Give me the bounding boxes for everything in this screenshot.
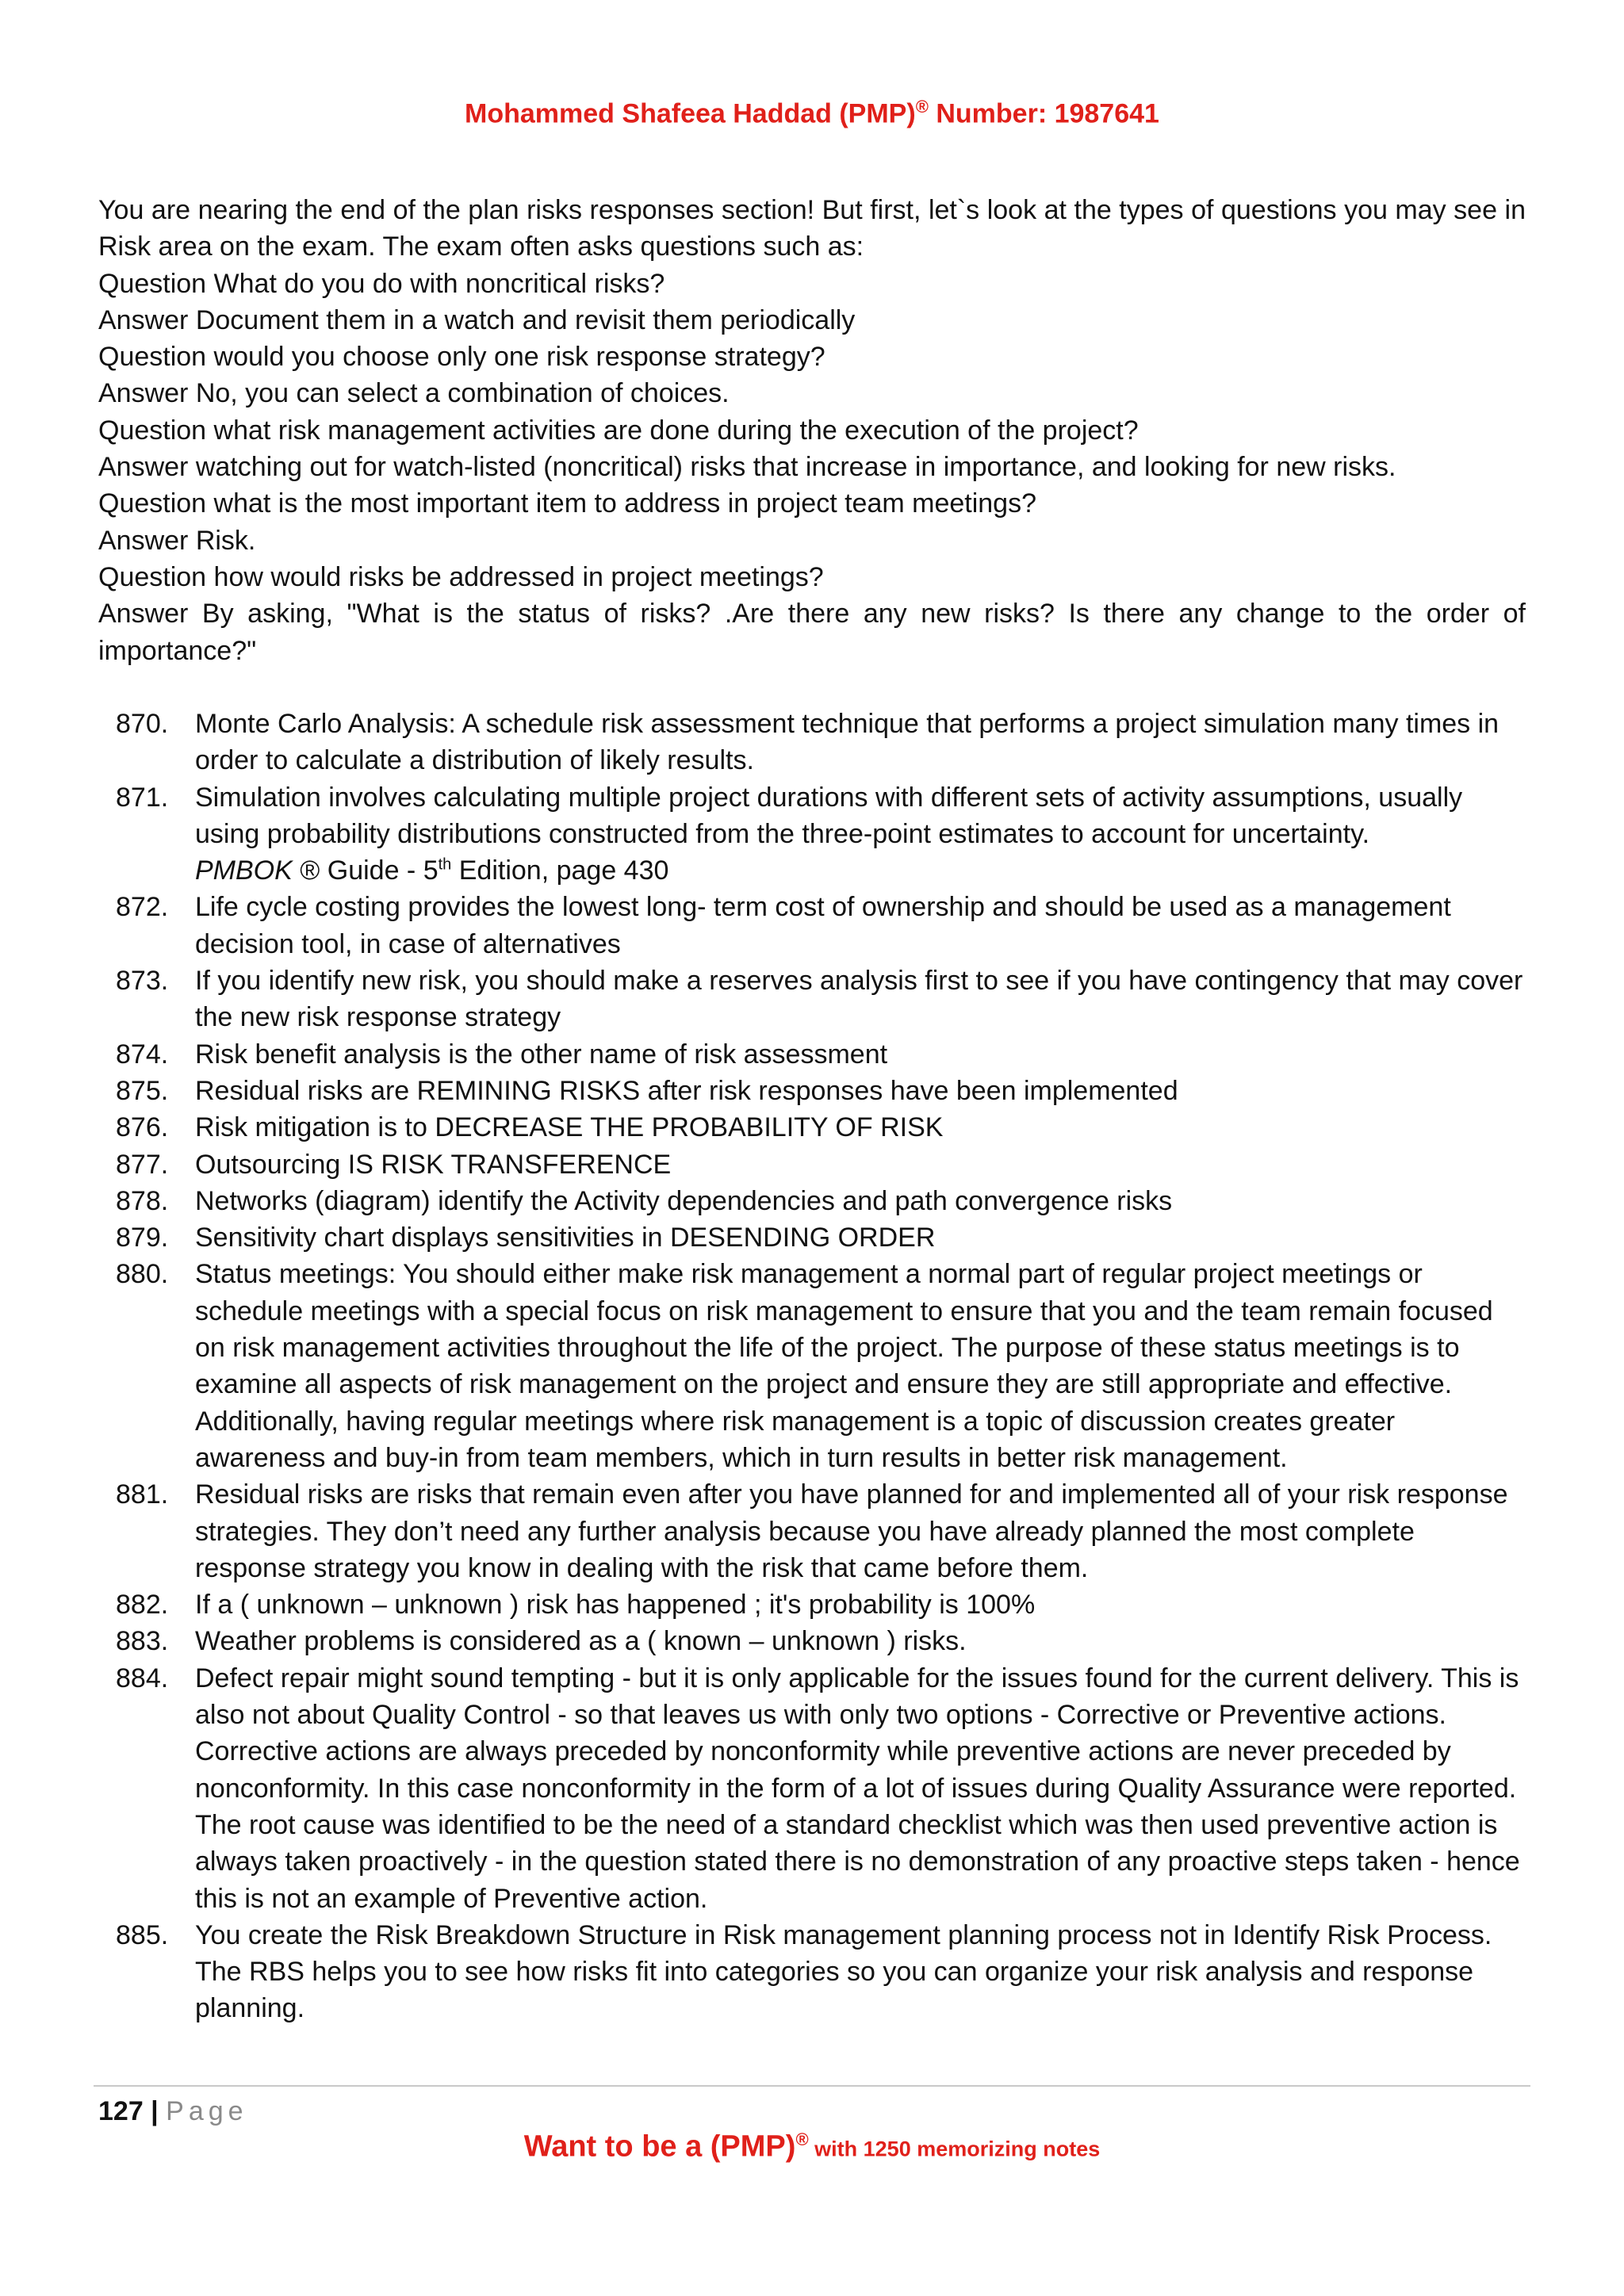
note-text: Residual risks are risks that remain even after you have planned for and implemented all of your risk response strategies. They don’t need any further analysis because you have already planned the most complete response strategy you know in dealing with the risk that came before them.	[195, 1479, 1508, 1583]
note-text: You create the Risk Breakdown Structure in Risk management planning process not in Identify Risk Process. The RBS helps you to see how risks fit into categories so you can organize your risk analysis and response planning.	[195, 1919, 1492, 2024]
header-title: Mohammed Shafeea Haddad (PMP)	[465, 98, 916, 129]
list-item	[98, 1036, 1526, 1073]
note-number: 872.	[116, 892, 169, 923]
note-number: 880.	[116, 1259, 169, 1290]
note-text: Sensitivity chart displays sensitivities in DESENDING ORDER	[195, 1223, 936, 1253]
list-item	[98, 1109, 1526, 1146]
note-number: 883.	[116, 1626, 169, 1657]
footer-title	[0, 2130, 1624, 2164]
intro-line: Answer Document them in a watch and revisit them periodically	[98, 304, 856, 335]
note-text: Simulation involves calculating multiple project durations with different sets of activity assumptions, usually using probability distributions constructed from the three-point estimates to account for uncertainty.	[195, 782, 1463, 849]
list-item	[98, 1586, 1526, 1623]
list-item	[98, 779, 1526, 890]
intro-last-answer-line1: Answer By asking, "What is the status of risks? .Are there any new risks? Is there any change to the order of	[98, 599, 1526, 629]
list-item	[98, 1073, 1526, 1109]
note-ref-italic: PMBOK	[195, 855, 293, 886]
note-text: Life cycle costing provides the lowest long- term cost of ownership and should be used as a management decision tool, in case of alternatives	[195, 892, 1451, 959]
note-number: 873.	[116, 966, 169, 997]
intro-line: Question how would risks be addressed in project meetings?	[98, 561, 824, 592]
note-number: 871.	[116, 782, 169, 813]
intro-paragraph: You are nearing the end of the plan risks responses section! But first, let`s look at the types of questions you may see in Risk area on the exam. The exam often asks questions such as:	[98, 195, 1526, 262]
page-number-block	[98, 2093, 248, 2130]
note-text: Monte Carlo Analysis: A schedule risk assessment technique that performs a project simulation many times in order to calculate a distribution of likely results.	[195, 709, 1500, 776]
footer-divider	[94, 2085, 1530, 2087]
note-number: 885.	[116, 1919, 169, 1950]
note-text: If a ( unknown – unknown ) risk has happened ; it's probability is 100%	[195, 1590, 1036, 1621]
list-item	[98, 1219, 1526, 1256]
list-item	[98, 1256, 1526, 1476]
note-number: 874.	[116, 1039, 169, 1070]
note-number: 884.	[116, 1663, 169, 1693]
note-text: Defect repair might sound tempting - but it is only applicable for the issues found for the current delivery. This is also not about Quality Control - so that leaves us with only two options - Corrective or Preventive actions. Corrective actions are always preceded by nonconformity while preventive actions are never preceded by nonconformity. In this case nonconformity in the form of a lot of issues during Quality Assurance were reported. The root cause was identified to be the need of a standard checklist which was then used preventive action is always taken proactively - in the question stated there is no demonstration of any proactive steps taken - hence this is not an example of Preventive action.	[195, 1663, 1520, 1914]
intro-line: Question what is the most important item to address in project team meetings?	[98, 488, 1036, 519]
list-item	[98, 1183, 1526, 1219]
page-label: Page	[166, 2096, 248, 2126]
note-text: Risk mitigation is to DECREASE THE PROBABILITY OF RISK	[195, 1112, 944, 1143]
note-text: If you identify new risk, you should make a reserves analysis first to see if you have contingency that may cover the new risk response strategy	[195, 966, 1523, 1033]
list-item	[98, 1476, 1526, 1586]
note-text: Residual risks are REMINING RISKS after risk responses have been implemented	[195, 1075, 1178, 1106]
note-text: Risk benefit analysis is the other name of risk assessment	[195, 1039, 888, 1070]
note-ref-end: Edition, page 430	[451, 855, 669, 886]
header-number: Number: 1987641	[928, 98, 1159, 129]
intro-line: Answer No, you can select a combination of choices.	[98, 378, 730, 409]
intro-section	[98, 192, 1526, 669]
intro-line: Question would you choose only one risk response strategy?	[98, 342, 825, 373]
list-item	[98, 1917, 1526, 2027]
note-number: 877.	[116, 1149, 169, 1180]
note-number: 881.	[116, 1479, 169, 1510]
note-ref-sup: th	[438, 855, 452, 874]
note-number: 879.	[116, 1223, 169, 1253]
list-item	[98, 962, 1526, 1036]
intro-line: Question what risk management activities are done during the execution of the project?	[98, 415, 1139, 446]
footer-reg-mark: ®	[795, 2130, 809, 2149]
header-reg-mark: ®	[915, 97, 929, 117]
list-item	[98, 1623, 1526, 1659]
footer-subtitle: with 1250 memorizing notes	[808, 2137, 1101, 2161]
note-number: 876.	[116, 1112, 169, 1143]
list-item	[98, 706, 1526, 779]
note-number: 882.	[116, 1590, 169, 1621]
footer-title-text: Want to be a (PMP)	[523, 2130, 796, 2164]
note-number: 870.	[116, 709, 169, 739]
note-number: 878.	[116, 1185, 169, 1216]
note-text: Networks (diagram) identify the Activity dependencies and path convergence risks	[195, 1185, 1173, 1216]
list-item	[98, 889, 1526, 962]
page-separator: |	[143, 2096, 167, 2126]
page-header	[0, 97, 1624, 129]
intro-line: Question What do you do with noncritical risks?	[98, 268, 665, 299]
note-ref-mid: ® Guide - 5	[292, 855, 439, 886]
notes-list	[98, 706, 1526, 2027]
intro-last-answer-line2: importance?"	[98, 635, 257, 666]
note-text: Status meetings: You should either make risk management a normal part of regular project meetings or schedule meetings with a special focus on risk management to ensure that you and the team remain focused on risk management activities throughout the life of the project. The purpose of these status meetings is to examine all aspects of risk management on the project and ensure they are still appropriate and effective. Additionally, having regular meetings where risk management is a topic of discussion creates greater awareness and buy-in from team members, which in turn results in better risk management.	[195, 1259, 1493, 1473]
list-item	[98, 1146, 1526, 1183]
page-number: 127	[98, 2096, 144, 2126]
note-text: Weather problems is considered as a ( known – unknown ) risks.	[195, 1626, 967, 1657]
intro-line: Answer watching out for watch-listed (noncritical) risks that increase in importance, and looking for new risks.	[98, 452, 1396, 483]
note-text: Outsourcing IS RISK TRANSFERENCE	[195, 1149, 672, 1180]
intro-line: Answer Risk.	[98, 525, 256, 556]
note-number: 875.	[116, 1075, 169, 1106]
list-item	[98, 1660, 1526, 1917]
